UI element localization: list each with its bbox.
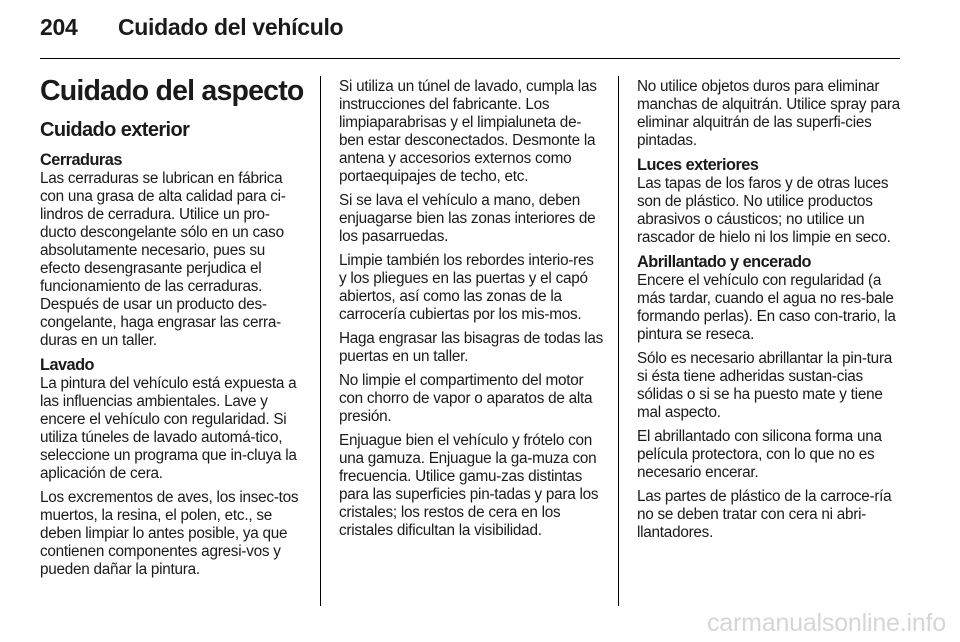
topic-heading-lavado: Lavado xyxy=(40,356,95,374)
text-column-2 xyxy=(339,78,604,546)
paragraph: Sólo es necesario abrillantar la pin-tura si ésta tiene adheridas sustan-cias sólidas o si se ha puesto mate y tiene mal aspecto. xyxy=(637,350,893,421)
page-header xyxy=(40,14,343,41)
paragraph: La pintura del vehículo está expuesta a las influencias ambientales. Lave y encere el vehículo con regularidad. Si utiliza túneles de lavado automá-tico, seleccione un programa que in-cluya la aplicación de cera. xyxy=(40,375,297,482)
paragraph: Encere el vehículo con regularidad (a más tardar, cuando el agua no res-bale formando perlas). En caso con-trario, la pintura se reseca. xyxy=(637,272,896,343)
column-divider-2 xyxy=(618,76,619,606)
column-divider-1 xyxy=(320,76,321,606)
paragraph: Si se lava el vehículo a mano, deben enjuagarse bien las zonas interiores de los pasarruedas. xyxy=(339,192,596,245)
paragraph: No limpie el compartimento del motor con chorro de vapor o aparatos de alta presión. xyxy=(339,372,593,425)
paragraph: Las tapas de los faros y de otras luces son de plástico. No utilice productos abrasivos o cáusticos; no utilice un rascador de hielo ni los limpie en seco. xyxy=(637,175,891,246)
topic-heading-cerraduras: Cerraduras xyxy=(40,151,122,169)
paragraph: El abrillantado con silicona forma una película protectora, con lo que no es necesario encerar. xyxy=(637,428,882,481)
page-number: 204 xyxy=(40,14,78,40)
paragraph: Limpie también los rebordes interio-res y los pliegues en las puertas y el capó abiertos, así como las zonas de la carrocería cubiertas por los mis-mos. xyxy=(339,252,594,323)
paragraph: Las partes de plástico de la carroce-ría no se deben tratar con cera ni abri-llantadores. xyxy=(637,488,892,541)
paragraph: Los excrementos de aves, los insec-tos muertos, la resina, el polen, etc., se deben limpiar lo antes posible, ya que contienen componentes agresi-vos y pueden dañar la pintura. xyxy=(40,489,299,578)
paragraph: Haga engrasar las bisagras de todas las puertas en un taller. xyxy=(339,330,604,365)
section-title: Cuidado del aspecto xyxy=(40,75,304,107)
topic-heading-luces-exteriores: Luces exteriores xyxy=(637,156,759,174)
paragraph: Si utiliza un túnel de lavado, cumpla las instrucciones del fabricante. Los limpiaparabrisas y el limpialuneta de-ben estar desconectados. Desmonte la antena y accesorios externos como portaequipajes de techo, etc. xyxy=(339,78,597,185)
paragraph: No utilice objetos duros para eliminar manchas de alquitrán. Utilice spray para eliminar alquitrán de las superfi-cies pintadas. xyxy=(637,78,900,149)
topic-heading-abrillantado: Abrillantado y encerado xyxy=(637,253,811,271)
text-column-3 xyxy=(637,78,902,548)
watermark: carmanualsonline.info xyxy=(706,609,946,637)
header-rule xyxy=(40,58,900,59)
paragraph: Las cerraduras se lubrican en fábrica con una grasa de alta calidad para ci-lindros de cerradura. Utilice un pro-ducto descongelante sólo en un caso absolutamente necesario, pues su efecto desengrasante perjudica el funcionamiento de las cerraduras. Después de usar un producto des-congelante, haga engrasar las cerra-duras en un taller. xyxy=(40,170,286,349)
chapter-title: Cuidado del vehículo xyxy=(118,14,344,40)
text-column-1 xyxy=(40,76,305,585)
paragraph: Enjuague bien el vehículo y frótelo con una gamuza. Enjuague la ga-muza con frecuencia. Utilice gamu-zas distintas para las superficies pin-tadas y para los cristales; los restos de cera en los cristales dificultan la visibilidad. xyxy=(339,432,599,539)
subsection-title: Cuidado exterior xyxy=(40,119,190,141)
